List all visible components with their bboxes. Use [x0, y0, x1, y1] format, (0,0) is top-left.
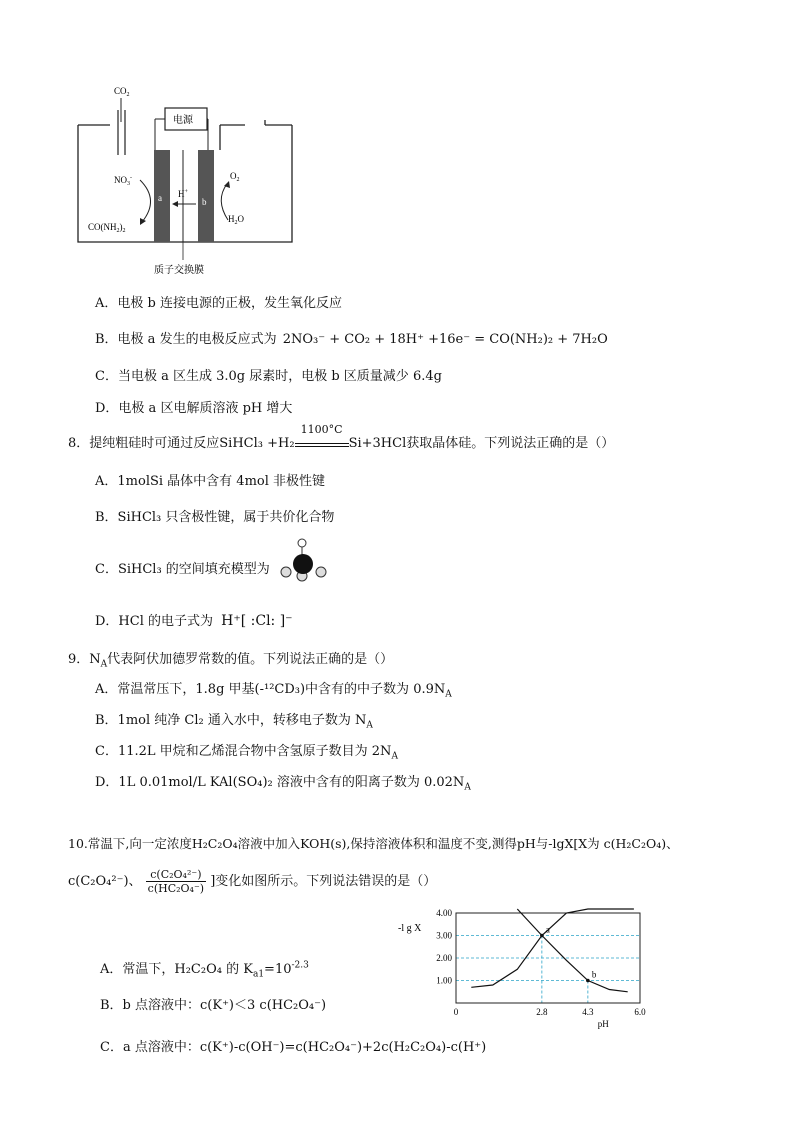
- q8-option-c: C．SiHCl₃ 的空间填充模型为: [95, 562, 270, 577]
- q10-option-a: [100, 958, 309, 980]
- space-filling-model: [272, 536, 332, 584]
- oxygen-label: $O_2$: [230, 171, 240, 183]
- electrolysis-apparatus: [70, 80, 310, 280]
- q10-fraction: [146, 868, 206, 895]
- electrode-a-label: a: [158, 193, 162, 203]
- q10-option-a-text: A．常温下，H₂C₂O₄ 的 K: [100, 962, 253, 977]
- q10-stem-post: ]变化如图所示。下列说法错误的是（）: [210, 874, 437, 889]
- point-a: [540, 934, 544, 938]
- q9-option-c-sub: A: [391, 751, 398, 762]
- q10-frac-den: c(HC₂O₄⁻): [147, 882, 205, 895]
- q9-option-b: [95, 709, 373, 731]
- q10-option-b: B．b 点溶液中：c(K⁺)＜3 c(HC₂O₄⁻): [100, 998, 327, 1013]
- q10-option-a-sub: a1: [252, 969, 265, 980]
- electrode-b-label: b: [202, 197, 207, 207]
- membrane-label: 质子交换膜: [154, 265, 204, 276]
- y-tick-label: 3.00: [436, 930, 452, 941]
- q8-reactants: SiHCl₃ +H₂: [219, 436, 295, 451]
- q9-option-b-sub: A: [366, 720, 373, 731]
- q9-option-c: [95, 740, 398, 762]
- hcl-electron-formula: H⁺[ :Cl: ]⁻: [221, 613, 293, 629]
- q10-stem-line2: [68, 868, 436, 895]
- q8-option-a: A．1molSi 晶体中含有 4mol 非极性键: [95, 474, 326, 489]
- q7-option-a: A．电极 b 连接电源的正极，发生氧化反应: [95, 296, 342, 311]
- point-b: [586, 979, 590, 983]
- q10-stem-pre: c(C₂O₄²⁻)、: [68, 874, 142, 889]
- q9-option-a: [95, 678, 452, 700]
- nitrate-label: $NO_3^-$: [114, 175, 132, 187]
- q9-option-d-text: D．1L 0.01mol/L KAl(SO₄)₂ 溶液中含有的阳离子数为 0.02N: [95, 775, 465, 790]
- y-tick-label: 1.00: [436, 975, 452, 986]
- q9-option-a-sub: A: [445, 689, 452, 700]
- q9-option-a-text: A．常温常压下，1.8g 甲基(-¹²CD₃)中含有的中子数为 0.9N: [95, 682, 446, 697]
- power-label: 电源: [173, 115, 193, 126]
- q9-stem-text: 9．N: [68, 652, 101, 667]
- q8-option-d-text: D．HCl 的电子式为: [95, 614, 213, 629]
- q9-option-d: [95, 771, 471, 793]
- y-axis-label: -l g X: [398, 923, 422, 934]
- series-line-2: [517, 909, 627, 992]
- co2-label: $CO_2$: [114, 86, 130, 98]
- y-tick-label: 4.00: [436, 908, 452, 918]
- x-tick-label: 4.3: [582, 1007, 594, 1017]
- q9-stem: [68, 648, 393, 670]
- x-tick-label: 0: [453, 1007, 459, 1017]
- series-line-1: [471, 909, 634, 987]
- q10-option-c: C．a 点溶液中：c(K⁺)-c(OH⁻)=c(HC₂O₄⁻)+2c(H₂C₂O₄)-c(H⁺): [100, 1040, 487, 1055]
- x-tick-label: 6.0: [634, 1007, 646, 1017]
- x-axis-label: pH: [597, 1019, 609, 1029]
- q8-condition-arrow: [295, 423, 349, 447]
- q7-option-c: C．当电极 a 区生成 3.0g 尿素时，电极 b 区质量减少 6.4g: [95, 369, 442, 384]
- q7-equation: 2NO₃⁻ + CO₂ + 18H⁺ +16e⁻ = CO(NH₂)₂ + 7H₂O: [282, 332, 608, 347]
- q9-stem-tail: 代表阿伏加德罗常数的值。下列说法正确的是（）: [107, 652, 394, 667]
- water-label: $H_2O$: [228, 214, 244, 226]
- q10-frac-num: c(C₂O₄²⁻): [146, 868, 206, 882]
- q8-option-d: [95, 610, 293, 629]
- q9-option-c-text: C．11.2L 甲烷和乙烯混合物中含氢原子数目为 2N: [95, 744, 392, 759]
- q8-condition: 1100°C: [300, 423, 343, 436]
- q10-stem-line1: 10.常温下,向一定浓度H₂C₂O₄溶液中加入KOH(s),保持溶液体积和温度不变,测得pH与-lgX[X为 c(H₂C₂O₄)、: [68, 836, 679, 851]
- q8-stem-pre: 8．提纯粗硅时可通过反应: [68, 436, 220, 451]
- proton-label: H+: [178, 189, 188, 199]
- point-label-a: a: [545, 924, 550, 935]
- y-tick-label: 2.00: [436, 953, 452, 963]
- q9-option-d-sub: A: [464, 782, 471, 793]
- q9-option-b-text: B．1mol 纯净 Cl₂ 通入水中，转移电子数为 N: [95, 713, 367, 728]
- q8-stem: [68, 423, 615, 451]
- q10-option-a-tail: =10: [264, 962, 292, 977]
- q8-products: Si+3HCl: [348, 436, 407, 451]
- q8-option-b: B．SiHCl₃ 只含极性键，属于共价化合物: [95, 510, 335, 525]
- q7-option-d: D．电极 a 区电解质溶液 pH 增大: [95, 401, 293, 416]
- ph-lgx-chart: [390, 900, 660, 1030]
- q7-option-b: [95, 328, 608, 347]
- point-label-b: b: [591, 969, 597, 980]
- x-tick-label: 2.8: [536, 1007, 548, 1017]
- urea-label: $CO(NH_2)_2$: [88, 222, 126, 234]
- q9-stem-sub: A: [100, 659, 108, 670]
- q8-stem-post: 获取晶体硅。下列说法正确的是（）: [406, 436, 615, 451]
- q10-option-a-sup: -2.3: [291, 960, 309, 971]
- q7-option-b-text: B．电极 a 发生的电极反应式为: [95, 332, 277, 347]
